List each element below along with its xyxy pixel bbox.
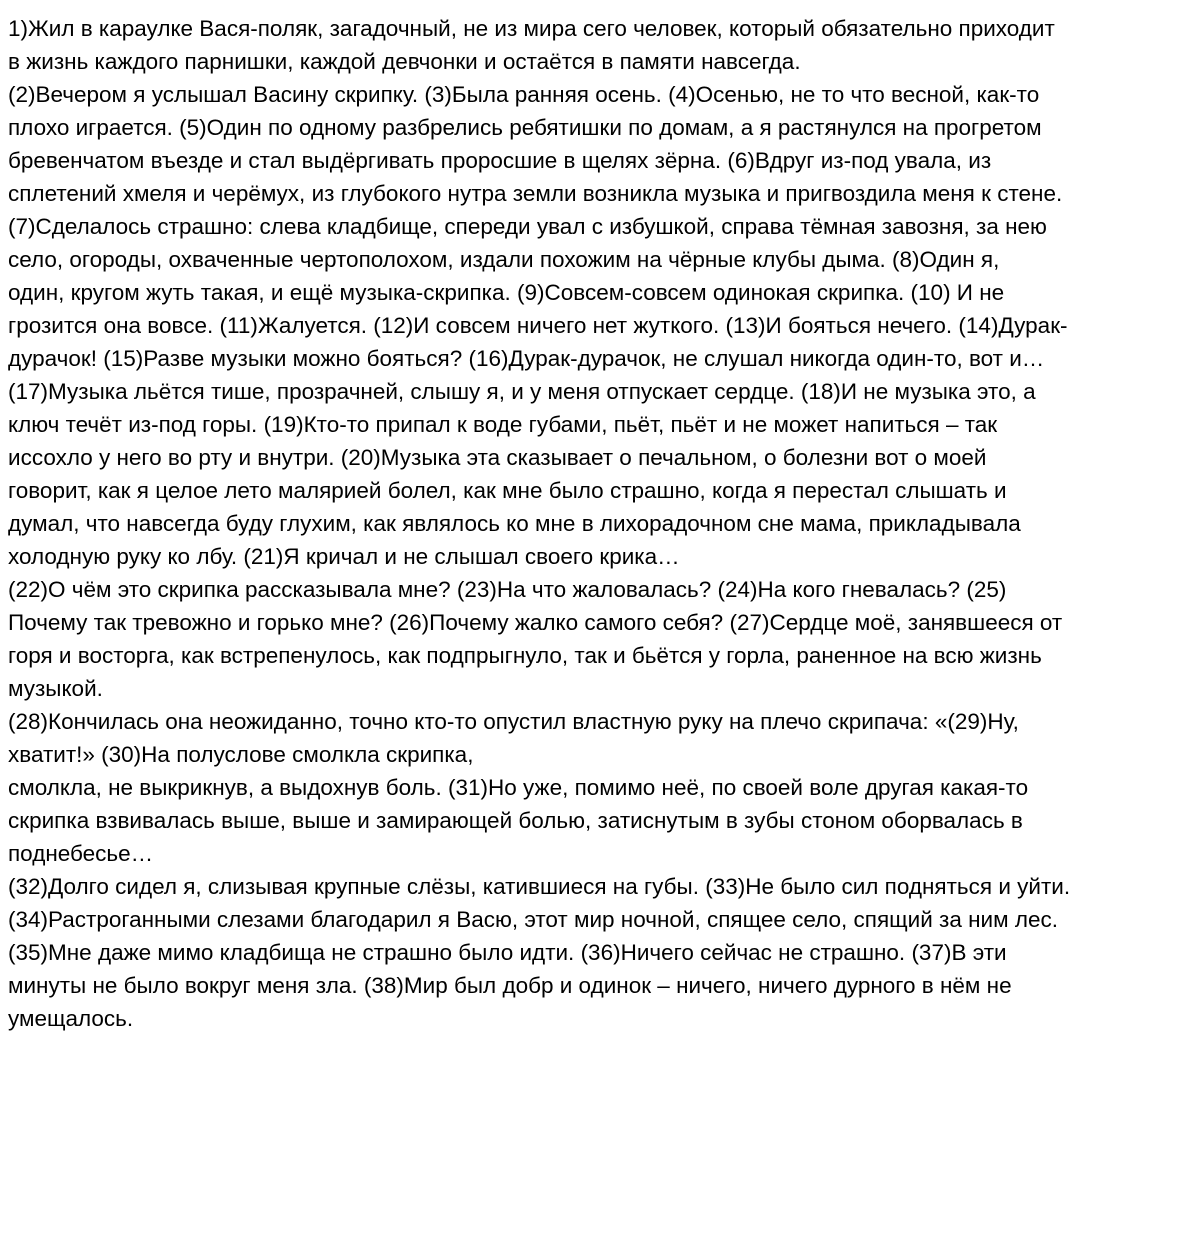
text-line: дурачок! (15)Разве музыки можно бояться? (16)Дурак-дурачок, не слушал никогда один-то, вот и… <box>8 346 1045 371</box>
text-line: хватит!» (30)На полуслове смолкла скрипка, <box>8 742 474 767</box>
text-line: плохо играется. (5)Один по одному разбрелись ребятишки по домам, а я растянулся на прогретом <box>8 115 1042 140</box>
text-line: Почему так тревожно и горько мне? (26)Почему жалко самого себя? (27)Сердце моё, занявшееся от <box>8 610 1063 635</box>
text-line: в жизнь каждого парнишки, каждой девчонки и остаётся в памяти навсегда. <box>8 49 801 74</box>
text-line: бревенчатом въезде и стал выдёргивать проросшие в щелях зёрна. (6)Вдруг из-под увала, из <box>8 148 992 173</box>
text-line: (28)Кончилась она неожиданно, точно кто-то опустил властную руку на плечо скрипача: «(29)Ну, <box>8 709 1019 734</box>
text-line: один, кругом жуть такая, и ещё музыка-скрипка. (9)Совсем-совсем одинокая скрипка. (10) И не <box>8 280 1005 305</box>
document-text <box>8 12 1176 1035</box>
text-line: минуты не было вокруг меня зла. (38)Мир был добр и одинок – ничего, ничего дурного в нём не <box>8 973 1012 998</box>
text-line: ключ течёт из-под горы. (19)Кто-то припал к воде губами, пьёт, пьёт и не может напиться – так <box>8 412 998 437</box>
text-line: говорит, как я целое лето малярией болел, как мне было страшно, когда я перестал слышать и <box>8 478 1007 503</box>
text-line: думал, что навсегда буду глухим, как являлось ко мне в лихорадочном сне мама, прикладывала <box>8 511 1021 536</box>
text-line: 1)Жил в караулке Вася-поляк, загадочный, не из мира сего человек, который обязательно приходит <box>8 16 1055 41</box>
text-line: (35)Мне даже мимо кладбища не страшно было идти. (36)Ничего сейчас не страшно. (37)В эти <box>8 940 1007 965</box>
text-line: село, огороды, охваченные чертополохом, издали похожим на чёрные клубы дыма. (8)Один я, <box>8 247 1000 272</box>
text-line: горя и восторга, как встрепенулось, как подпрыгнуло, так и бьётся у горла, раненное на всю жизнь <box>8 643 1042 668</box>
text-line: (22)О чём это скрипка рассказывала мне? (23)На что жаловалась? (24)На кого гневалась? (25) <box>8 577 1007 602</box>
text-line: поднебесье… <box>8 841 154 866</box>
text-line: сплетений хмеля и черёмух, из глубокого нутра земли возникла музыка и пригвоздила меня к стене. <box>8 181 1063 206</box>
text-line: умещалось. <box>8 1006 134 1031</box>
text-line: скрипка взвивалась выше, выше и замирающей болью, затиснутым в зубы стоном оборвалась в <box>8 808 1023 833</box>
text-line: грозится она вовсе. (11)Жалуется. (12)И совсем ничего нет жуткого. (13)И бояться нечего. (14)Дурак- <box>8 313 1068 338</box>
text-line: (7)Сделалось страшно: слева кладбище, спереди увал с избушкой, справа тёмная завозня, за нею <box>8 214 1047 239</box>
text-line: (34)Растроганными слезами благодарил я Васю, этот мир ночной, спящее село, спящий за ним лес. <box>8 907 1058 932</box>
text-line: смолкла, не выкрикнув, а выдохнув боль. (31)Но уже, помимо неё, по своей воле другая какая-то <box>8 775 1029 800</box>
text-line: холодную руку ко лбу. (21)Я кричал и не слышал своего крика… <box>8 544 680 569</box>
text-line: (32)Долго сидел я, слизывая крупные слёзы, катившиеся на губы. (33)Не было сил подняться и уйти. <box>8 874 1071 899</box>
text-line: музыкой. <box>8 676 103 701</box>
text-line: иссохло у него во рту и внутри. (20)Музыка эта сказывает о печальном, о болезни вот о моей <box>8 445 987 470</box>
text-line: (17)Музыка льётся тише, прозрачней, слышу я, и у меня отпускает сердце. (18)И не музыка это, а <box>8 379 1036 404</box>
text-line: (2)Вечером я услышал Васину скрипку. (3)Была ранняя осень. (4)Осенью, не то что весной, как-то <box>8 82 1040 107</box>
